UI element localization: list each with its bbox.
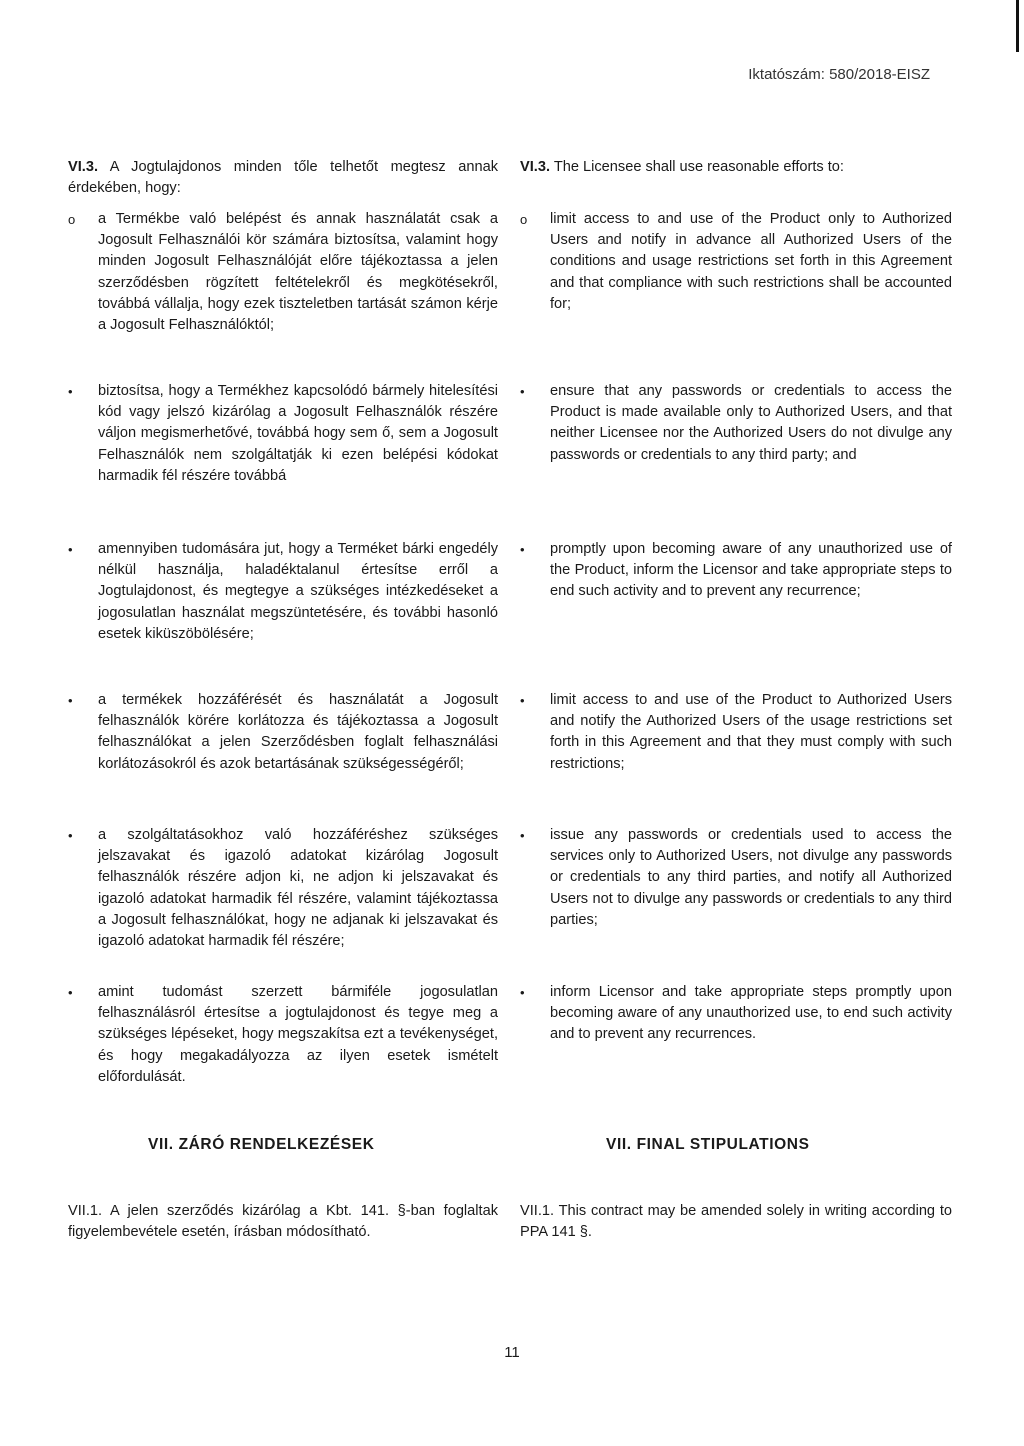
bullet-icon: • [68,542,73,557]
page-number: 11 [504,1344,520,1361]
list-item-text: ensure that any passwords or credentials to access the Product is made available only to Authorized Users, and that neither Licensee nor the Authorized Users do not divulge any passwords or credentials to any third party; and [550,383,952,463]
list-item-text: a termékek hozzáférését és használatát a Jogosult felhasználók körére korlátozza és tájékoztassa a Jogosult felhasználókat a jelen Szerződésben foglalt felhasználási korlátozásokról és azok betartásának szükségességéről; [98,692,498,772]
list-item [520,381,952,466]
bullet-icon: • [520,542,525,557]
vii1-hu-number: VII.1. [68,1203,103,1219]
list-item [520,690,952,775]
bullet-icon: • [520,985,525,1000]
vi3-en-number: VI.3. [520,159,551,175]
vi3-hu-intro [68,157,498,199]
vi3-en-intro [520,157,952,178]
list-item [68,381,498,487]
list-item [68,209,498,336]
list-item-text: a szolgáltatásokhoz való hozzáféréshez szükséges jelszavakat és igazoló adatokat kizárólag Jogosult felhasználók részére adjon ki, ne adjon ki jelszavakat és igazoló adatokat harmadik fél részére, valamint tájékoztassa a Jogosult felhasználókat, hogy ne adjanak ki jelszavakat és igazoló adatokat harmadik fél részére; [98,827,498,950]
list-item [520,209,952,315]
bullet-icon: • [68,384,73,399]
list-item [68,539,498,645]
reference-number: Iktatószám: 580/2018-EISZ [748,66,930,83]
list-item [68,982,498,1088]
bullet-icon: • [68,828,73,843]
list-item-text: biztosítsa, hogy a Termékhez kapcsolódó bármely hitelesítési kód vagy jelszó kizárólag a Jogosult Felhasználók részére váljon megismerhetővé, továbbá hogy sem ő, sem a Jogosult Felhasználók nem szolgáltatják ki ezen belépési kódokat harmadik fél részére továbbá [98,383,498,484]
bullet-icon: • [520,828,525,843]
vii-heading-hungarian: VII. ZÁRÓ RENDELKEZÉSEK [148,1136,375,1153]
bullet-icon: o [520,212,528,227]
list-item [520,982,952,1046]
vii1-en-text: This contract may be amended solely in writing according to PPA 141 §. [520,1203,952,1241]
bullet-icon: • [68,693,73,708]
bullet-icon: • [68,985,73,1000]
list-item-text: issue any passwords or credentials used to access the services only to Authorized Users, not divulge any passwords or credentials to any third parties, and notify all Authorized Users not to divulge any passwords or credentials to any third parties; [550,827,952,928]
bullet-icon: • [520,384,525,399]
scan-edge-mark [1016,0,1019,52]
vii-heading-english: VII. FINAL STIPULATIONS [606,1136,810,1153]
list-item-text: inform Licensor and take appropriate steps promptly upon becoming aware of any unauthorized use, to end such activity and to prevent any recurrences. [550,984,952,1043]
list-item-text: limit access to and use of the Product to Authorized Users and notify the Authorized Users of the usage restrictions set forth in this Agreement and that they must comply with such restrictions; [550,692,952,772]
list-item-text: amennyiben tudomására jut, hogy a Terméket bárki engedély nélkül használja, haladéktalanul értesítse erről a Jogtulajdonost, és megtegye a szükséges intézkedéseket a jogosulatlan használat megszüntetésére, és további hasonló esetek kiküszöbölésére; [98,541,498,642]
bullet-icon: o [68,212,76,227]
vi3-hu-number: VI.3. [68,159,99,175]
vi3-en-intro-text: The Licensee shall use reasonable efforts to: [553,159,844,175]
bullet-icon: • [520,693,525,708]
list-item-text: amint tudomást szerzett bármiféle jogosulatlan felhasználásról értesítse a jogtulajdonost és tegye meg a szükséges lépéseket, hogy megszakítsa ezt a tevékenységet, és hogy megakadályozza az ilyen esetek ismételt előfordulását. [98,984,498,1085]
vii1-hu-text: A jelen szerződés kizárólag a Kbt. 141. §-ban foglaltak figyelembevétele esetén, írásban módosítható. [68,1203,499,1241]
list-item-text: limit access to and use of the Product only to Authorized Users and notify in advance all Authorized Users of the conditions and usage restrictions set forth in this Agreement and that compliance with such restrictions shall be accounted for; [550,211,952,312]
vii1-en-paragraph [520,1201,952,1243]
vi3-hu-intro-text: A Jogtulajdonos minden tőle telhetőt megtesz annak érdekében, hogy: [68,159,498,197]
list-item [520,825,952,931]
list-item [68,690,498,775]
list-item-text: a Termékbe való belépést és annak használatát csak a Jogosult Felhasználói kör számára biztosítsa, valamint hogy minden Jogosult Felhasználóját előre tájékoztassa a jelen szerződésben rögzített feltételekről és megkötésekről, továbbá vállalja, hogy ezek tiszteletben tartását számon kérje a Jogosult Felhasználóktól; [98,211,498,334]
list-item [520,539,952,603]
vii1-hu-paragraph [68,1201,498,1243]
list-item-text: promptly upon becoming aware of any unauthorized use of the Product, inform the Licensor and take appropriate steps to end such activity and to prevent any recurrence; [550,541,952,600]
vii1-en-number: VII.1. [520,1203,555,1219]
list-item [68,825,498,952]
